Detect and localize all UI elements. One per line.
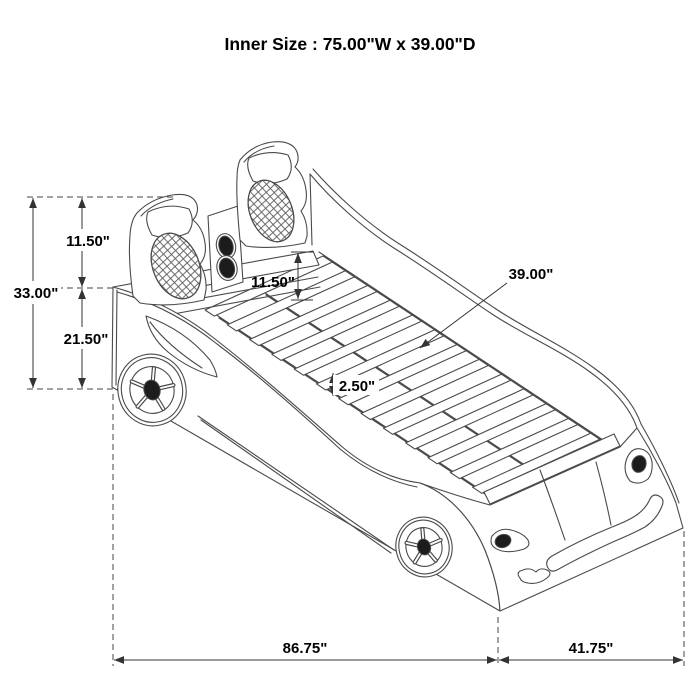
dim-label-overall-height: 33.00": [13, 285, 59, 302]
page-title: Inner Size : 75.00"W x 39.00"D: [224, 34, 476, 54]
headlight-far-icon: [625, 449, 652, 483]
dim-label-upper-height: 11.50": [66, 233, 110, 250]
dim-label-lower-height: 21.50": [63, 331, 109, 348]
dimension-annotations: [11, 197, 684, 666]
dim-label-slat-gap: 2.50": [338, 378, 376, 395]
dim-label-inner-width: 39.00": [508, 266, 554, 283]
right-seat: [237, 142, 307, 249]
dim-label-base-length: 86.75": [282, 640, 328, 657]
left-seat: [129, 194, 210, 306]
dim-label-nose-length: 41.75": [568, 640, 614, 657]
car-bed-line-drawing: [110, 142, 683, 611]
dim-label-deck-height: 11.50": [251, 274, 295, 291]
